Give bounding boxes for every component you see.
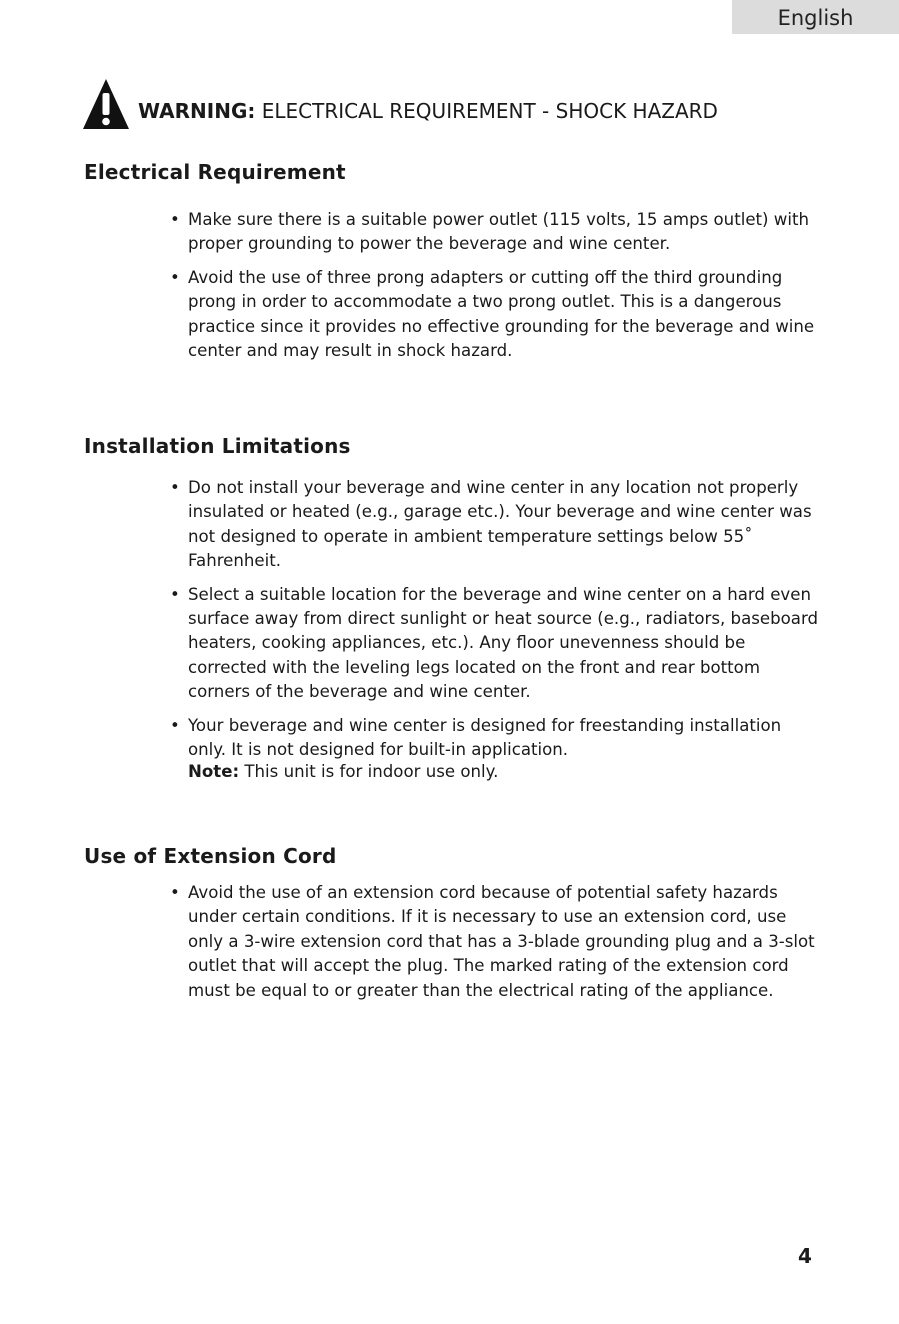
section-title-installation-limitations: Installation Limitations (84, 434, 351, 458)
warning-message: ELECTRICAL REQUIREMENT - SHOCK HAZARD (261, 99, 718, 123)
section-title-use-of-extension-cord: Use of Extension Cord (84, 844, 337, 868)
list-item: • Do not install your beverage and wine center in any location not properly insulated or heated (e.g., garage etc.). Your beverage and wine center was not designed to operate in ambient temperature settings below 55˚ Fahrenheit. (168, 476, 818, 574)
extension-cord-list (168, 881, 818, 1012)
page-number: 4 (798, 1244, 812, 1268)
warning-banner (82, 78, 718, 130)
note-text: This unit is for indoor use only. (239, 762, 499, 781)
list-item: • Make sure there is a suitable power outlet (115 volts, 15 amps outlet) with proper grounding to power the beverage and wine center. (168, 208, 818, 257)
language-tab: English (732, 0, 899, 34)
list-item: • Select a suitable location for the beverage and wine center on a hard even surface away from direct sunlight or heat source (e.g., radiators, baseboard heaters, cooking appliances, etc.). Any floor unevenness should be corrected with the leveling legs located on the front and rear bottom corners of the beverage and wine center. (168, 583, 818, 705)
installation-limitations-list (168, 476, 818, 771)
section-title-electrical-requirement: Electrical Requirement (84, 160, 346, 184)
warning-label: WARNING: (138, 99, 256, 123)
list-item: • Avoid the use of three prong adapters or cutting off the third grounding prong in order to accommodate a two prong outlet. This is a dangerous practice since it provides no effective grounding for the beverage and wine center and may result in shock hazard. (168, 266, 818, 364)
note-label: Note: (188, 762, 240, 781)
electrical-requirement-list (168, 208, 818, 372)
warning-text (138, 98, 718, 130)
warning-triangle-icon (82, 78, 130, 130)
note (188, 760, 498, 784)
list-item: • Avoid the use of an extension cord because of potential safety hazards under certain conditions. If it is necessary to use an extension cord, use only a 3-wire extension cord that has a 3-blade grounding plug and a 3-slot outlet that will accept the plug. The marked rating of the extension cord must be equal to or greater than the electrical rating of the appliance. (168, 881, 818, 1003)
list-item: • Your beverage and wine center is designed for freestanding installation only. It is not designed for built-in application. (168, 714, 818, 763)
